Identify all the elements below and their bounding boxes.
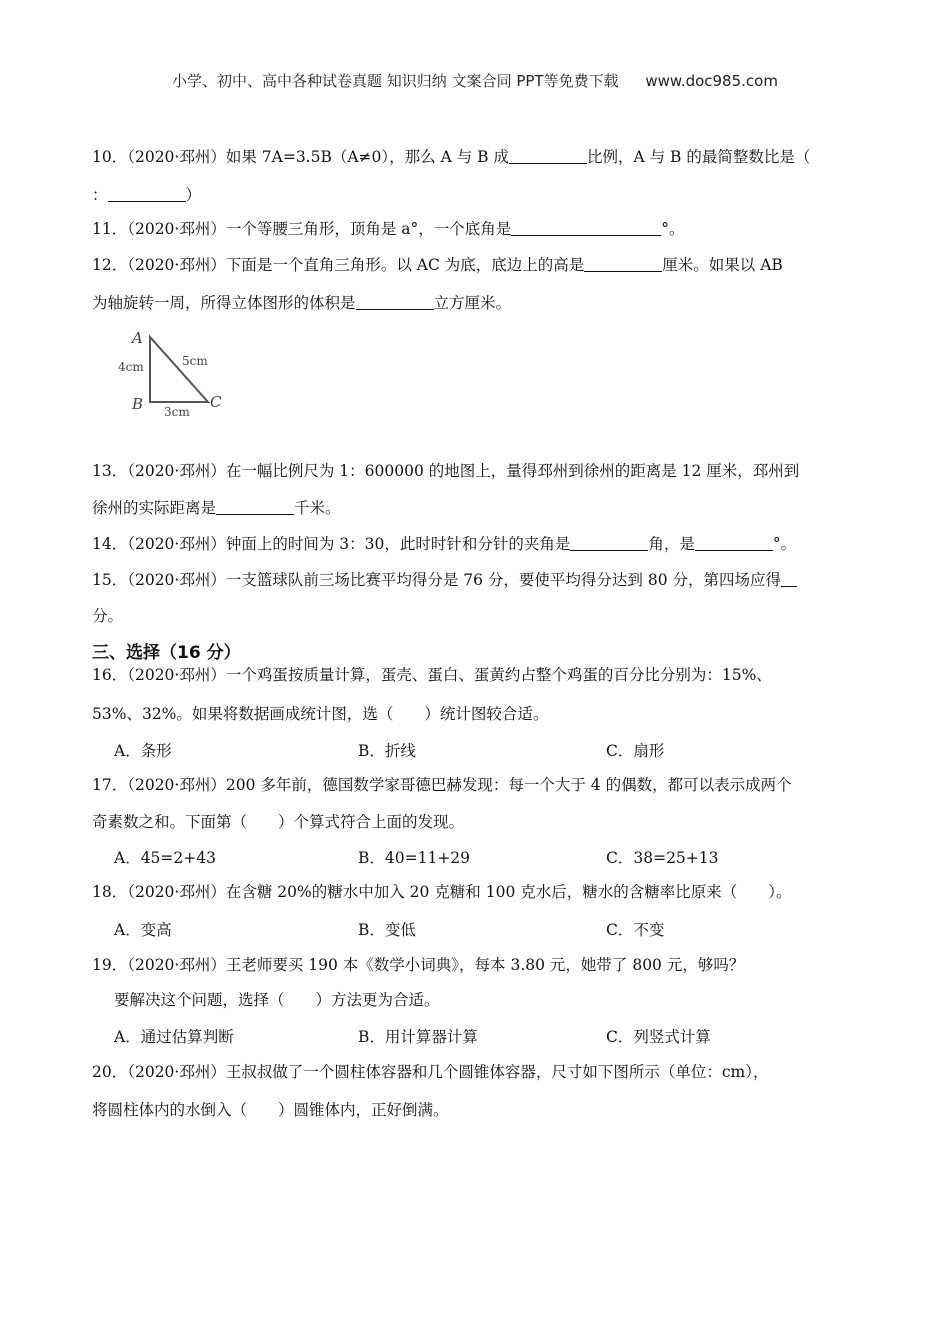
option-c[interactable]: C．不变 xyxy=(606,921,665,939)
question-17-line-1 xyxy=(92,774,792,796)
q15-text-a: 15．（2020·邳州）一支篮球队前三场比赛平均得分是 76 分，要使平均得分达到 80 分，第四场应得 xyxy=(92,571,782,589)
option-a[interactable]: A．变高 xyxy=(114,921,172,939)
question-12-line-1 xyxy=(92,254,783,276)
option-b[interactable]: B．折线 xyxy=(358,742,416,760)
question-14 xyxy=(92,533,796,555)
answer-blank[interactable] xyxy=(584,255,662,272)
option-b[interactable]: B．变低 xyxy=(358,921,416,939)
side-bc-label: 3cm xyxy=(164,405,190,419)
question-11 xyxy=(92,218,685,240)
q14-text-a: 14．（2020·邳州）钟面上的时间为 3：30，此时时针和分针的夹角是 xyxy=(92,535,571,553)
option-c[interactable]: C．列竖式计算 xyxy=(606,1028,711,1046)
side-ab-label: 4cm xyxy=(118,360,144,374)
section-heading: 三、选择（16 分） xyxy=(92,643,241,663)
q13-text-b: 徐州的实际距离是 xyxy=(92,499,217,517)
q16-text-b: 53%、32%。如果将数据画成统计图，选（ ）统计图较合适。 xyxy=(92,705,549,723)
q12-text-a: 12．（2020·邳州）下面是一个直角三角形。以 AC 为底，底边上的高是 xyxy=(92,256,585,274)
header-site: www.doc985.com xyxy=(645,72,778,90)
question-18 xyxy=(92,881,792,903)
question-13-line-1 xyxy=(92,460,799,482)
question-20-line-2 xyxy=(92,1099,449,1121)
q10-text-c: ： xyxy=(92,186,108,204)
q12-text-d: 立方厘米。 xyxy=(433,294,512,312)
question-10-line-2 xyxy=(92,184,201,206)
question-12-line-2 xyxy=(92,292,511,314)
q17-text-a: 17．（2020·邳州）200 多年前，德国数学家哥德巴赫发现：每一个大于 4 的偶数，都可以表示成两个 xyxy=(92,776,792,794)
q18-text-a: 18．（2020·邳州）在含糖 20%的糖水中加入 20 克糖和 100 克水后，糖水的含糖率比原来（ ）。 xyxy=(92,883,792,901)
answer-blank[interactable] xyxy=(509,147,587,164)
q15-text-b: 分。 xyxy=(92,607,124,625)
option-c[interactable]: C．38=25+13 xyxy=(606,849,719,867)
q10-text-d: ） xyxy=(185,186,202,204)
answer-blank[interactable] xyxy=(356,293,434,310)
q14-text-b: 角，是 xyxy=(648,535,695,553)
q12-text-c: 为轴旋转一周，所得立体图形的体积是 xyxy=(92,294,356,312)
option-b[interactable]: B．用计算器计算 xyxy=(358,1028,478,1046)
answer-blank[interactable] xyxy=(216,498,294,515)
q20-text-a: 20．（2020·邳州）王叔叔做了一个圆柱体容器和几个圆锥体容器，尺寸如下图所示（单位：cm）， xyxy=(92,1063,769,1081)
q11-text-b: °。 xyxy=(661,220,685,238)
side-ac-label: 5cm xyxy=(182,354,208,368)
option-a[interactable]: A．通过估算判断 xyxy=(114,1028,234,1046)
option-c[interactable]: C．扇形 xyxy=(606,742,665,760)
question-15-line-2 xyxy=(92,605,123,627)
q13-text-c: 千米。 xyxy=(294,499,341,517)
label-a: A xyxy=(132,329,143,347)
question-19-line-1 xyxy=(92,954,744,976)
answer-blank[interactable] xyxy=(781,570,797,587)
answer-blank[interactable] xyxy=(695,534,773,551)
answer-blank[interactable] xyxy=(511,219,661,236)
answer-blank[interactable] xyxy=(108,185,186,202)
q13-text-a: 13．（2020·邳州）在一幅比例尺为 1：600000 的地图上，量得邳州到徐州的距离是 12 厘米，邳州到 xyxy=(92,462,800,480)
q10-text-a: 10．（2020·邳州）如果 7A=3.5B（A≠0），那么 A 与 B 成 xyxy=(92,148,509,166)
q19-text-a: 19．（2020·邳州）王老师要买 190 本《数学小词典》，每本 3.80 元，她带了 800 元，够吗？ xyxy=(92,956,745,974)
q14-text-c: °。 xyxy=(772,535,797,553)
q10-text-b: 比例，A 与 B 的最简整数比是（ xyxy=(586,148,811,166)
right-triangle-figure xyxy=(112,325,232,420)
question-17-line-2 xyxy=(92,811,464,833)
question-10-line-1 xyxy=(92,146,810,168)
option-b[interactable]: B．40=11+29 xyxy=(358,849,471,867)
q11-text-a: 11．（2020·邳州）一个等腰三角形，顶角是 a°，一个底角是 xyxy=(92,220,512,238)
option-a[interactable]: A．条形 xyxy=(114,742,172,760)
question-20-line-1 xyxy=(92,1061,768,1083)
q19-text-b: 要解决这个问题，选择（ ）方法更为合适。 xyxy=(114,991,440,1009)
question-19-line-2 xyxy=(114,989,440,1011)
option-a[interactable]: A．45=2+43 xyxy=(114,849,216,867)
q12-text-b: 厘米。如果以 AB xyxy=(662,256,783,274)
question-13-line-2 xyxy=(92,497,341,519)
label-c: C xyxy=(210,393,222,411)
label-b: B xyxy=(132,395,144,413)
q20-text-b: 将圆柱体内的水倒入（ ）圆锥体内，正好倒满。 xyxy=(92,1101,449,1119)
header-text: 小学、初中、高中各种试卷真题 知识归纳 文案合同 PPT等免费下载 xyxy=(172,72,619,90)
q16-text-a: 16．（2020·邳州）一个鸡蛋按质量计算，蛋壳、蛋白、蛋黄约占整个鸡蛋的百分比分别为：15%、 xyxy=(92,666,772,684)
answer-blank[interactable] xyxy=(570,534,648,551)
q17-text-b: 奇素数之和。下面第（ ）个算式符合上面的发现。 xyxy=(92,813,465,831)
question-16-line-1 xyxy=(92,664,772,686)
page-header xyxy=(0,70,950,91)
question-15-line-1 xyxy=(92,569,797,591)
question-16-line-2 xyxy=(92,703,548,725)
